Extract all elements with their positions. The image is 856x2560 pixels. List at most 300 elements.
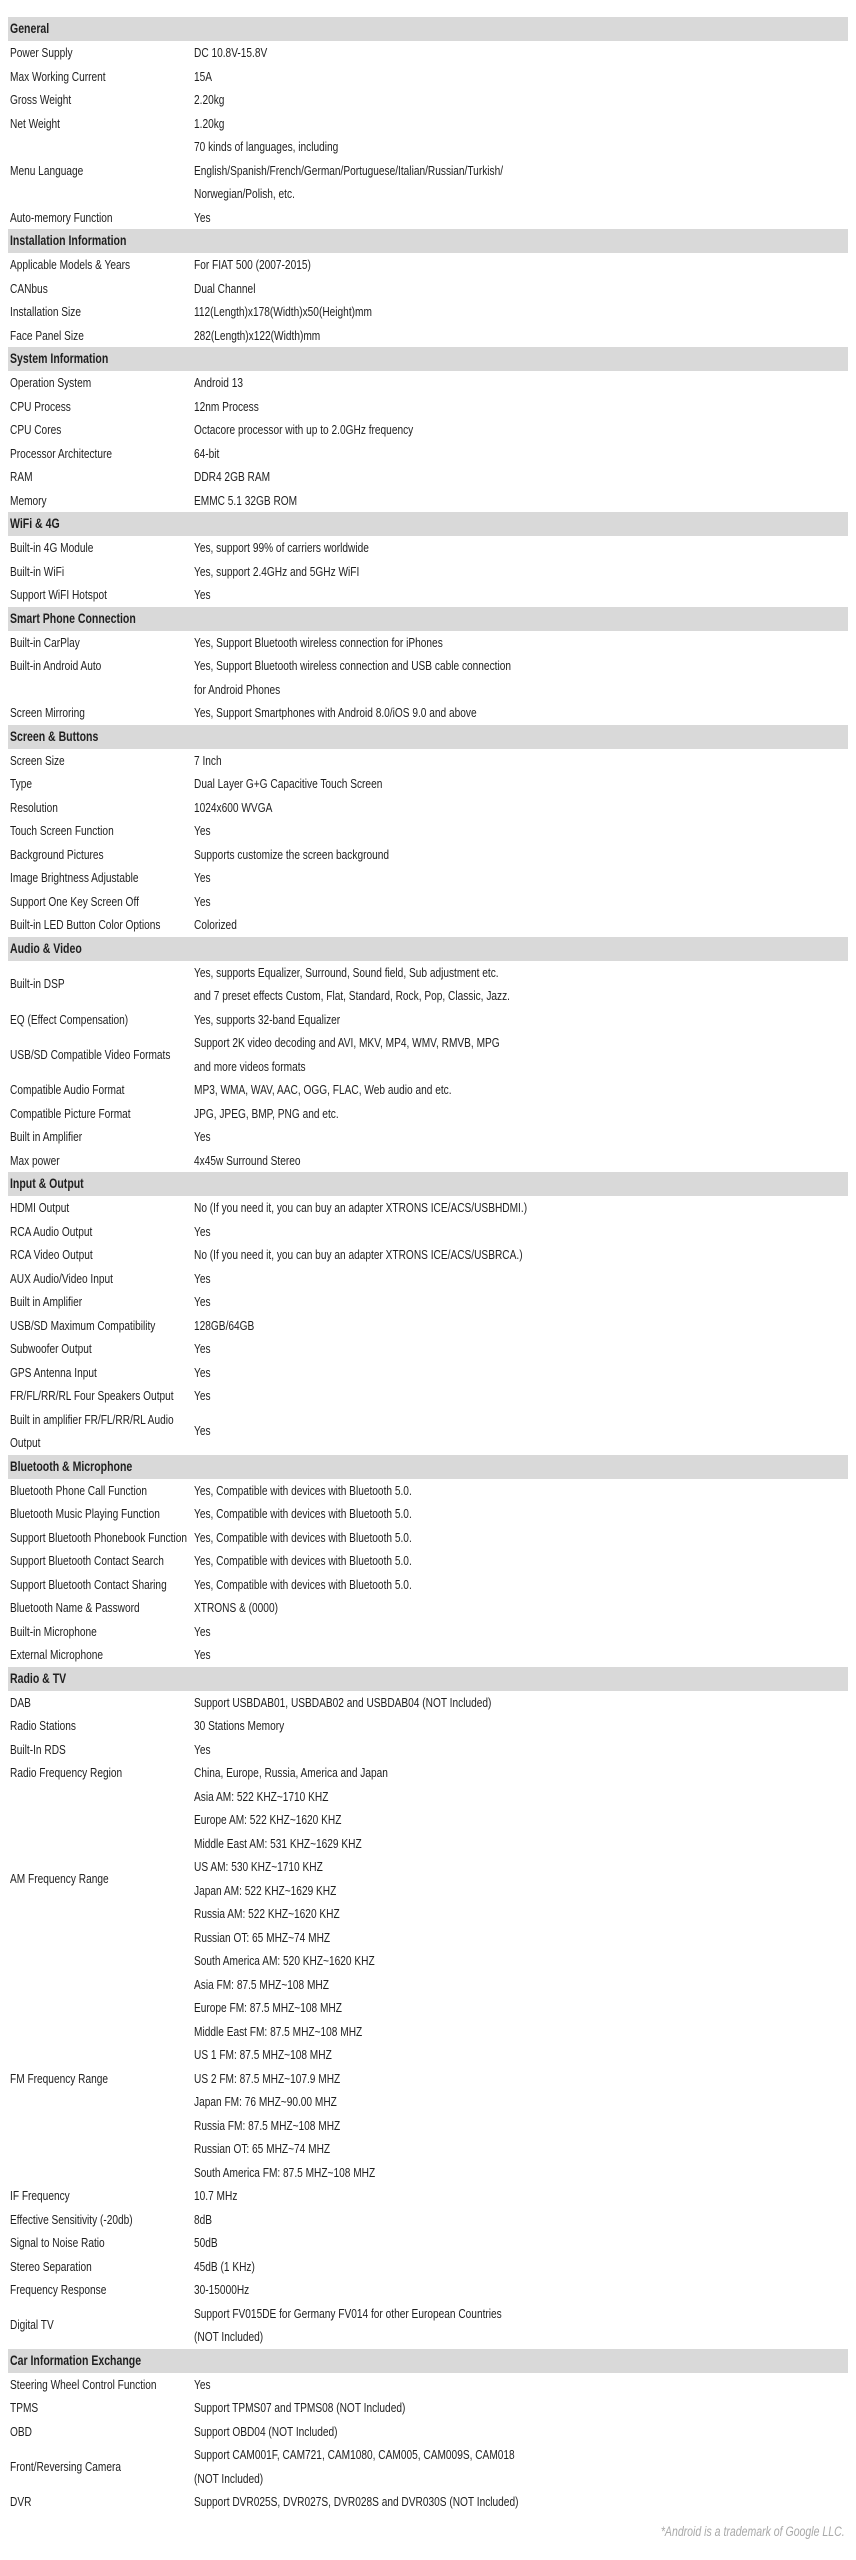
spec-label: RCA Audio Output xyxy=(10,1223,93,1239)
spec-value-line: Yes, support 99% of carriers worldwide xyxy=(194,540,369,555)
spec-row xyxy=(8,1643,848,1667)
spec-value xyxy=(194,1573,848,1597)
spec-label: Bluetooth Name & Password xyxy=(10,1600,140,1615)
spec-value-line: Yes xyxy=(194,870,211,885)
spec-row xyxy=(8,442,848,466)
spec-label: USB/SD Maximum Compatibility xyxy=(10,1317,156,1333)
spec-value xyxy=(194,2278,848,2302)
spec-label: TPMS xyxy=(10,2400,39,2415)
spec-label: Support One Key Screen Off xyxy=(10,893,139,909)
spec-value-line: Yes xyxy=(194,1623,211,1639)
spec-row xyxy=(8,135,848,206)
spec-value xyxy=(194,1620,848,1644)
spec-value-line: China, Europe, Russia, America and Japan xyxy=(194,1765,388,1780)
spec-label: Built in Amplifier xyxy=(10,1129,83,1144)
spec-label: Built-In RDS xyxy=(10,1741,66,1757)
spec-value-line: Yes xyxy=(194,1223,211,1239)
spec-label: FR/FL/RR/RL Four Speakers Output xyxy=(10,1388,174,1403)
spec-value xyxy=(194,749,848,773)
spec-section-title: General xyxy=(10,21,50,37)
spec-value xyxy=(194,1149,848,1173)
spec-label: AM Frequency Range xyxy=(10,1870,109,1886)
spec-value xyxy=(194,890,848,914)
spec-value-line: and more videos formats xyxy=(194,1058,306,1074)
spec-row xyxy=(8,2255,848,2279)
spec-label: IF Frequency xyxy=(10,2188,70,2203)
spec-value xyxy=(194,1691,848,1715)
spec-value-line: US AM: 530 KHZ~1710 KHZ xyxy=(194,1859,323,1874)
spec-value-line: 10.7 MHz xyxy=(194,2188,238,2203)
spec-value-line: Octacore processor with up to 2.0GHz frequency xyxy=(194,422,414,437)
spec-value-line: Asia AM: 522 KHZ~1710 KHZ xyxy=(194,1788,329,1804)
spec-value xyxy=(194,489,848,513)
spec-row xyxy=(8,1243,848,1267)
spec-value-line: (NOT Included) xyxy=(194,2329,264,2344)
spec-section-title: Input & Output xyxy=(10,1176,84,1192)
spec-label: Built-in LED Button Color Options xyxy=(10,917,161,932)
spec-value-line: (NOT Included) xyxy=(194,2470,264,2486)
spec-section-header xyxy=(8,229,848,253)
spec-value-line: Yes, supports Equalizer, Surround, Sound field, Sub adjustment etc. xyxy=(194,964,499,980)
spec-value xyxy=(194,1973,848,2185)
spec-value-line: Yes xyxy=(194,1423,211,1439)
spec-value-line: Yes xyxy=(194,2376,211,2392)
spec-value-line: 64-bit xyxy=(194,445,220,461)
spec-value-line: South America FM: 87.5 MHZ~108 MHZ xyxy=(194,2164,376,2180)
spec-label: Auto-memory Function xyxy=(10,209,113,225)
spec-value xyxy=(194,2443,848,2490)
spec-section-title: Screen & Buttons xyxy=(10,728,99,744)
spec-label: Gross Weight xyxy=(10,92,72,107)
spec-value xyxy=(194,465,848,489)
spec-label: Max Working Current xyxy=(10,68,106,84)
spec-row xyxy=(8,277,848,301)
spec-row xyxy=(8,913,848,937)
spec-row xyxy=(8,701,848,725)
spec-label: Max power xyxy=(10,1152,60,1168)
spec-label: Digital TV xyxy=(10,2317,54,2333)
spec-value xyxy=(194,1267,848,1291)
spec-label: GPS Antenna Input xyxy=(10,1364,97,1380)
spec-label: Stereo Separation xyxy=(10,2258,92,2274)
spec-value xyxy=(194,536,848,560)
spec-value-line: Dual Channel xyxy=(194,280,256,296)
spec-value-line: Supports customize the screen background xyxy=(194,846,390,862)
spec-label: Net Weight xyxy=(10,115,60,131)
spec-value xyxy=(194,1549,848,1573)
spec-label: Menu Language xyxy=(10,162,84,178)
spec-value xyxy=(194,560,848,584)
spec-section-title: Radio & TV xyxy=(10,1670,67,1686)
spec-value xyxy=(194,41,848,65)
spec-value xyxy=(194,961,848,1008)
spec-label: Support Bluetooth Phonebook Function xyxy=(10,1529,188,1545)
spec-value xyxy=(194,65,848,89)
spec-value-line: Support TPMS07 and TPMS08 (NOT Included) xyxy=(194,2400,406,2415)
spec-value-line: Yes xyxy=(194,1270,211,1286)
spec-value xyxy=(194,1290,848,1314)
spec-row xyxy=(8,749,848,773)
trademark-note-text: *Android is a trademark of Google LLC. xyxy=(661,2523,845,2539)
spec-label: Built-in CarPlay xyxy=(10,634,80,650)
spec-value xyxy=(194,1078,848,1102)
spec-value-line: US 1 FM: 87.5 MHZ~108 MHZ xyxy=(194,2047,332,2062)
spec-value-line: Yes, supports 32-band Equalizer xyxy=(194,1011,341,1027)
spec-value-line: 112(Length)x178(Width)x50(Height)mm xyxy=(194,304,372,319)
spec-row xyxy=(8,1290,848,1314)
spec-label: CPU Process xyxy=(10,398,71,414)
spec-value-line: DDR4 2GB RAM xyxy=(194,469,271,484)
spec-value xyxy=(194,654,848,701)
spec-value xyxy=(194,819,848,843)
spec-label: Applicable Models & Years xyxy=(10,257,131,272)
spec-value-line: Yes, Compatible with devices with Bluetooth 5.0. xyxy=(194,1529,412,1545)
spec-label: Memory xyxy=(10,492,47,508)
spec-value xyxy=(194,1643,848,1667)
spec-value-line: Japan AM: 522 KHZ~1629 KHZ xyxy=(194,1882,337,1898)
spec-row xyxy=(8,1408,848,1455)
spec-value-line: Yes, Support Smartphones with Android 8.0/iOS 9.0 and above xyxy=(194,705,477,720)
spec-value-line: Russian OT: 65 MHZ~74 MHZ xyxy=(194,2141,331,2156)
spec-row xyxy=(8,253,848,277)
spec-value-line: No (If you need it, you can buy an adapter XTRONS ICE/ACS/USBHDMI.) xyxy=(194,1200,528,1215)
spec-value xyxy=(194,1526,848,1550)
spec-section-title: Installation Information xyxy=(10,233,127,249)
spec-row xyxy=(8,1620,848,1644)
spec-section-header xyxy=(8,17,848,41)
spec-value-line: 8dB xyxy=(194,2211,213,2227)
spec-label: Built-in 4G Module xyxy=(10,540,94,555)
spec-section-header xyxy=(8,1667,848,1691)
spec-value xyxy=(194,2184,848,2208)
spec-row xyxy=(8,1479,848,1503)
spec-value-line: 1.20kg xyxy=(194,115,225,131)
spec-value xyxy=(194,772,848,796)
spec-row xyxy=(8,1337,848,1361)
spec-row xyxy=(8,2231,848,2255)
spec-row xyxy=(8,88,848,112)
spec-value-line: Yes xyxy=(194,1294,211,1309)
spec-value-line: Support CAM001F, CAM721, CAM1080, CAM005, CAM009S, CAM018 xyxy=(194,2447,515,2462)
spec-row xyxy=(8,536,848,560)
spec-label: RCA Video Output xyxy=(10,1247,93,1262)
spec-value xyxy=(194,1031,848,1078)
spec-section-title: Bluetooth & Microphone xyxy=(10,1458,133,1474)
spec-row xyxy=(8,1220,848,1244)
spec-value-line: Yes, Support Bluetooth wireless connection and USB cable connection xyxy=(194,658,511,673)
spec-label: AUX Audio/Video Input xyxy=(10,1270,113,1286)
spec-value-line: Yes xyxy=(194,1129,211,1144)
spec-row xyxy=(8,1267,848,1291)
spec-row xyxy=(8,1691,848,1715)
spec-row xyxy=(8,1973,848,2185)
spec-label: Built-in Android Auto xyxy=(10,658,102,673)
spec-section-title: Car Information Exchange xyxy=(10,2352,142,2368)
spec-label: Installation Size xyxy=(10,304,82,319)
spec-row xyxy=(8,2208,848,2232)
trademark-note xyxy=(8,2520,848,2544)
spec-value-line: Support USBDAB01, USBDAB02 and USBDAB04 (NOT Included) xyxy=(194,1694,492,1710)
spec-value xyxy=(194,1384,848,1408)
spec-value-line: Yes xyxy=(194,1741,211,1757)
spec-row xyxy=(8,1008,848,1032)
spec-label: Built in amplifier FR/FL/RR/RL Audio Output xyxy=(10,1411,174,1450)
spec-row xyxy=(8,300,848,324)
spec-label: Operation System xyxy=(10,375,92,390)
spec-value xyxy=(194,2373,848,2397)
spec-value xyxy=(194,2490,848,2514)
spec-value-line: Yes, Support Bluetooth wireless connection for iPhones xyxy=(194,634,443,650)
spec-value-line: Android 13 xyxy=(194,375,244,390)
spec-value xyxy=(194,1419,848,1443)
spec-value-line: 12nm Process xyxy=(194,398,259,414)
spec-value xyxy=(194,1337,848,1361)
spec-value-line: 4x45w Surround Stereo xyxy=(194,1152,301,1168)
spec-value xyxy=(194,277,848,301)
spec-value-line: Yes, Compatible with devices with Bluetooth 5.0. xyxy=(194,1506,412,1521)
spec-value-line: Europe AM: 522 KHZ~1620 KHZ xyxy=(194,1812,342,1827)
spec-value-line: XTRONS & (0000) xyxy=(194,1600,278,1615)
spec-row xyxy=(8,2420,848,2444)
spec-value xyxy=(194,395,848,419)
spec-value-line: Europe FM: 87.5 MHZ~108 MHZ xyxy=(194,2000,342,2015)
spec-row xyxy=(8,1573,848,1597)
spec-row xyxy=(8,1738,848,1762)
spec-row xyxy=(8,961,848,1008)
spec-value-line: Yes, Compatible with devices with Bluetooth 5.0. xyxy=(194,1482,412,1498)
spec-value-line: Dual Layer G+G Capacitive Touch Screen xyxy=(194,776,383,791)
spec-row xyxy=(8,1714,848,1738)
spec-value-line: 7 Inch xyxy=(194,752,222,768)
spec-label: CPU Cores xyxy=(10,422,62,437)
spec-row xyxy=(8,2490,848,2514)
spec-value-line: Russia AM: 522 KHZ~1620 KHZ xyxy=(194,1906,340,1921)
spec-row xyxy=(8,1526,848,1550)
spec-label: Front/Reversing Camera xyxy=(10,2458,122,2474)
spec-row xyxy=(8,1031,848,1078)
spec-row xyxy=(8,1361,848,1385)
spec-row xyxy=(8,65,848,89)
spec-value-line: Support DVR025S, DVR027S, DVR028S and DVR030S (NOT Included) xyxy=(194,2494,519,2509)
spec-row xyxy=(8,1102,848,1126)
spec-label: Type xyxy=(10,776,32,791)
spec-value-line: 50dB xyxy=(194,2235,218,2250)
spec-label: Compatible Picture Format xyxy=(10,1105,131,1121)
spec-value xyxy=(194,701,848,725)
spec-value xyxy=(194,843,848,867)
spec-row xyxy=(8,1196,848,1220)
spec-value xyxy=(194,2420,848,2444)
spec-value-line: 45dB (1 KHz) xyxy=(194,2258,255,2274)
spec-row xyxy=(8,206,848,230)
spec-label: Compatible Audio Format xyxy=(10,1082,125,1097)
spec-value xyxy=(194,913,848,937)
spec-row xyxy=(8,2396,848,2420)
spec-label: Screen Size xyxy=(10,752,65,768)
spec-value-line: 2.20kg xyxy=(194,92,225,107)
spec-row xyxy=(8,1549,848,1573)
spec-label: Resolution xyxy=(10,799,58,815)
spec-value xyxy=(194,1479,848,1503)
spec-value-line: Yes, Compatible with devices with Bluetooth 5.0. xyxy=(194,1576,412,1592)
spec-label: Power Supply xyxy=(10,45,73,60)
spec-section-header xyxy=(8,1455,848,1479)
spec-section-header xyxy=(8,725,848,749)
spec-value xyxy=(194,1714,848,1738)
spec-value xyxy=(194,583,848,607)
spec-value xyxy=(194,1243,848,1267)
spec-value xyxy=(194,1102,848,1126)
spec-value-line: 282(Length)x122(Width)mm xyxy=(194,327,321,343)
spec-value xyxy=(194,1196,848,1220)
spec-row xyxy=(8,2443,848,2490)
spec-row xyxy=(8,371,848,395)
spec-value xyxy=(194,1502,848,1526)
spec-value-line: Russia FM: 87.5 MHZ~108 MHZ xyxy=(194,2117,341,2133)
spec-row xyxy=(8,465,848,489)
spec-value xyxy=(194,1596,848,1620)
spec-label: External Microphone xyxy=(10,1647,104,1662)
spec-row xyxy=(8,112,848,136)
spec-value xyxy=(194,1125,848,1149)
spec-label: Built-in WiFi xyxy=(10,563,65,579)
spec-row xyxy=(8,1384,848,1408)
spec-value-line: MP3, WMA, WAV, AAC, OGG, FLAC, Web audio and etc. xyxy=(194,1082,452,1097)
spec-row xyxy=(8,866,848,890)
spec-value xyxy=(194,2396,848,2420)
spec-label: Image Brightness Adjustable xyxy=(10,870,139,885)
spec-row xyxy=(8,2373,848,2397)
spec-row xyxy=(8,796,848,820)
spec-row xyxy=(8,890,848,914)
spec-value xyxy=(194,1220,848,1244)
spec-label: Radio Frequency Region xyxy=(10,1765,123,1780)
spec-value xyxy=(194,1008,848,1032)
spec-label: CANbus xyxy=(10,280,48,296)
spec-row xyxy=(8,560,848,584)
spec-section-header xyxy=(8,607,848,631)
spec-value-line: Yes xyxy=(194,893,211,909)
spec-value xyxy=(194,2231,848,2255)
spec-value xyxy=(194,135,848,206)
spec-value xyxy=(194,1785,848,1973)
spec-label: HDMI Output xyxy=(10,1200,70,1215)
spec-value xyxy=(194,371,848,395)
spec-row xyxy=(8,2184,848,2208)
spec-label: Radio Stations xyxy=(10,1718,76,1733)
spec-value-line: No (If you need it, you can buy an adapter XTRONS ICE/ACS/USBRCA.) xyxy=(194,1247,523,1262)
spec-value-line: Middle East FM: 87.5 MHZ~108 MHZ xyxy=(194,2023,363,2039)
spec-row xyxy=(8,1078,848,1102)
spec-value xyxy=(194,1738,848,1762)
spec-value-line: Yes, Compatible with devices with Bluetooth 5.0. xyxy=(194,1553,412,1568)
spec-value xyxy=(194,1761,848,1785)
spec-label: Built-in Microphone xyxy=(10,1623,97,1639)
spec-row xyxy=(8,489,848,513)
spec-value-line: Colorized xyxy=(194,917,237,932)
spec-value-line: Yes xyxy=(194,1341,211,1356)
spec-value-line: English/Spanish/French/German/Portuguese/Italian/Russian/Turkish/ xyxy=(194,162,504,178)
spec-value xyxy=(194,324,848,348)
spec-value-line: US 2 FM: 87.5 MHZ~107.9 MHZ xyxy=(194,2070,341,2086)
spec-value xyxy=(194,442,848,466)
spec-value-line: Support FV015DE for Germany FV014 for other European Countries xyxy=(194,2305,502,2321)
spec-value-line: Yes xyxy=(194,209,211,225)
spec-label: Effective Sensitivity (-20db) xyxy=(10,2211,133,2227)
spec-label: Support Bluetooth Contact Search xyxy=(10,1553,164,1568)
spec-value-line: and 7 preset effects Custom, Flat, Standard, Rock, Pop, Classic, Jazz. xyxy=(194,988,510,1003)
spec-label: Processor Architecture xyxy=(10,445,113,461)
spec-label: Steering Wheel Control Function xyxy=(10,2376,157,2392)
spec-value-line: for Android Phones xyxy=(194,681,281,697)
spec-value xyxy=(194,112,848,136)
spec-value-line: DC 10.8V-15.8V xyxy=(194,45,268,60)
spec-value-line: Middle East AM: 531 KHZ~1629 KHZ xyxy=(194,1835,362,1851)
spec-value xyxy=(194,1361,848,1385)
spec-value-line: Yes xyxy=(194,587,211,602)
spec-value-line: Norwegian/Polish, etc. xyxy=(194,186,295,201)
spec-section-title: Audio & Video xyxy=(10,940,82,956)
spec-row xyxy=(8,1149,848,1173)
spec-value-line: EMMC 5.1 32GB ROM xyxy=(194,492,298,508)
spec-label: Screen Mirroring xyxy=(10,705,85,720)
spec-value-line: Yes xyxy=(194,1364,211,1380)
spec-label: OBD xyxy=(10,2423,32,2439)
spec-row xyxy=(8,418,848,442)
spec-value-line: Japan FM: 76 MHZ~90.00 MHZ xyxy=(194,2094,337,2109)
spec-value xyxy=(194,253,848,277)
spec-row xyxy=(8,1596,848,1620)
spec-value-line: Asia FM: 87.5 MHZ~108 MHZ xyxy=(194,1976,329,1992)
spec-value xyxy=(194,88,848,112)
spec-row xyxy=(8,2278,848,2302)
spec-section-title: System Information xyxy=(10,351,109,367)
spec-value xyxy=(194,796,848,820)
spec-value xyxy=(194,631,848,655)
spec-section-header xyxy=(8,1172,848,1196)
spec-value xyxy=(194,300,848,324)
spec-label: Support WiFI Hotspot xyxy=(10,587,107,602)
spec-value-line: 70 kinds of languages, including xyxy=(194,139,339,154)
spec-table xyxy=(8,17,848,2514)
spec-value-line: Yes xyxy=(194,1647,211,1662)
spec-value-line: Russian OT: 65 MHZ~74 MHZ xyxy=(194,1929,331,1945)
spec-value-line: 128GB/64GB xyxy=(194,1317,255,1333)
spec-label: Background Pictures xyxy=(10,846,104,862)
spec-section-header xyxy=(8,2349,848,2373)
spec-value xyxy=(194,866,848,890)
spec-row xyxy=(8,631,848,655)
spec-section-title: Smart Phone Connection xyxy=(10,610,136,626)
spec-row xyxy=(8,1314,848,1338)
spec-value xyxy=(194,2302,848,2349)
spec-row xyxy=(8,2302,848,2349)
spec-label: Frequency Response xyxy=(10,2282,107,2297)
spec-value-line: Yes, support 2.4GHz and 5GHz WiFI xyxy=(194,563,360,579)
spec-row xyxy=(8,324,848,348)
spec-value-line: Yes xyxy=(194,1388,211,1403)
spec-section-title: WiFi & 4G xyxy=(10,516,60,532)
spec-value xyxy=(194,1314,848,1338)
spec-label: Touch Screen Function xyxy=(10,823,114,838)
spec-value xyxy=(194,2208,848,2232)
spec-label: EQ (Effect Compensation) xyxy=(10,1011,129,1027)
spec-value-line: Support OBD04 (NOT Included) xyxy=(194,2423,338,2439)
spec-value-line: 30 Stations Memory xyxy=(194,1718,285,1733)
spec-value-line: For FIAT 500 (2007-2015) xyxy=(194,257,311,272)
spec-row xyxy=(8,772,848,796)
spec-value-line: Support 2K video decoding and AVI, MKV, MP4, WMV, RMVB, MPG xyxy=(194,1035,500,1050)
